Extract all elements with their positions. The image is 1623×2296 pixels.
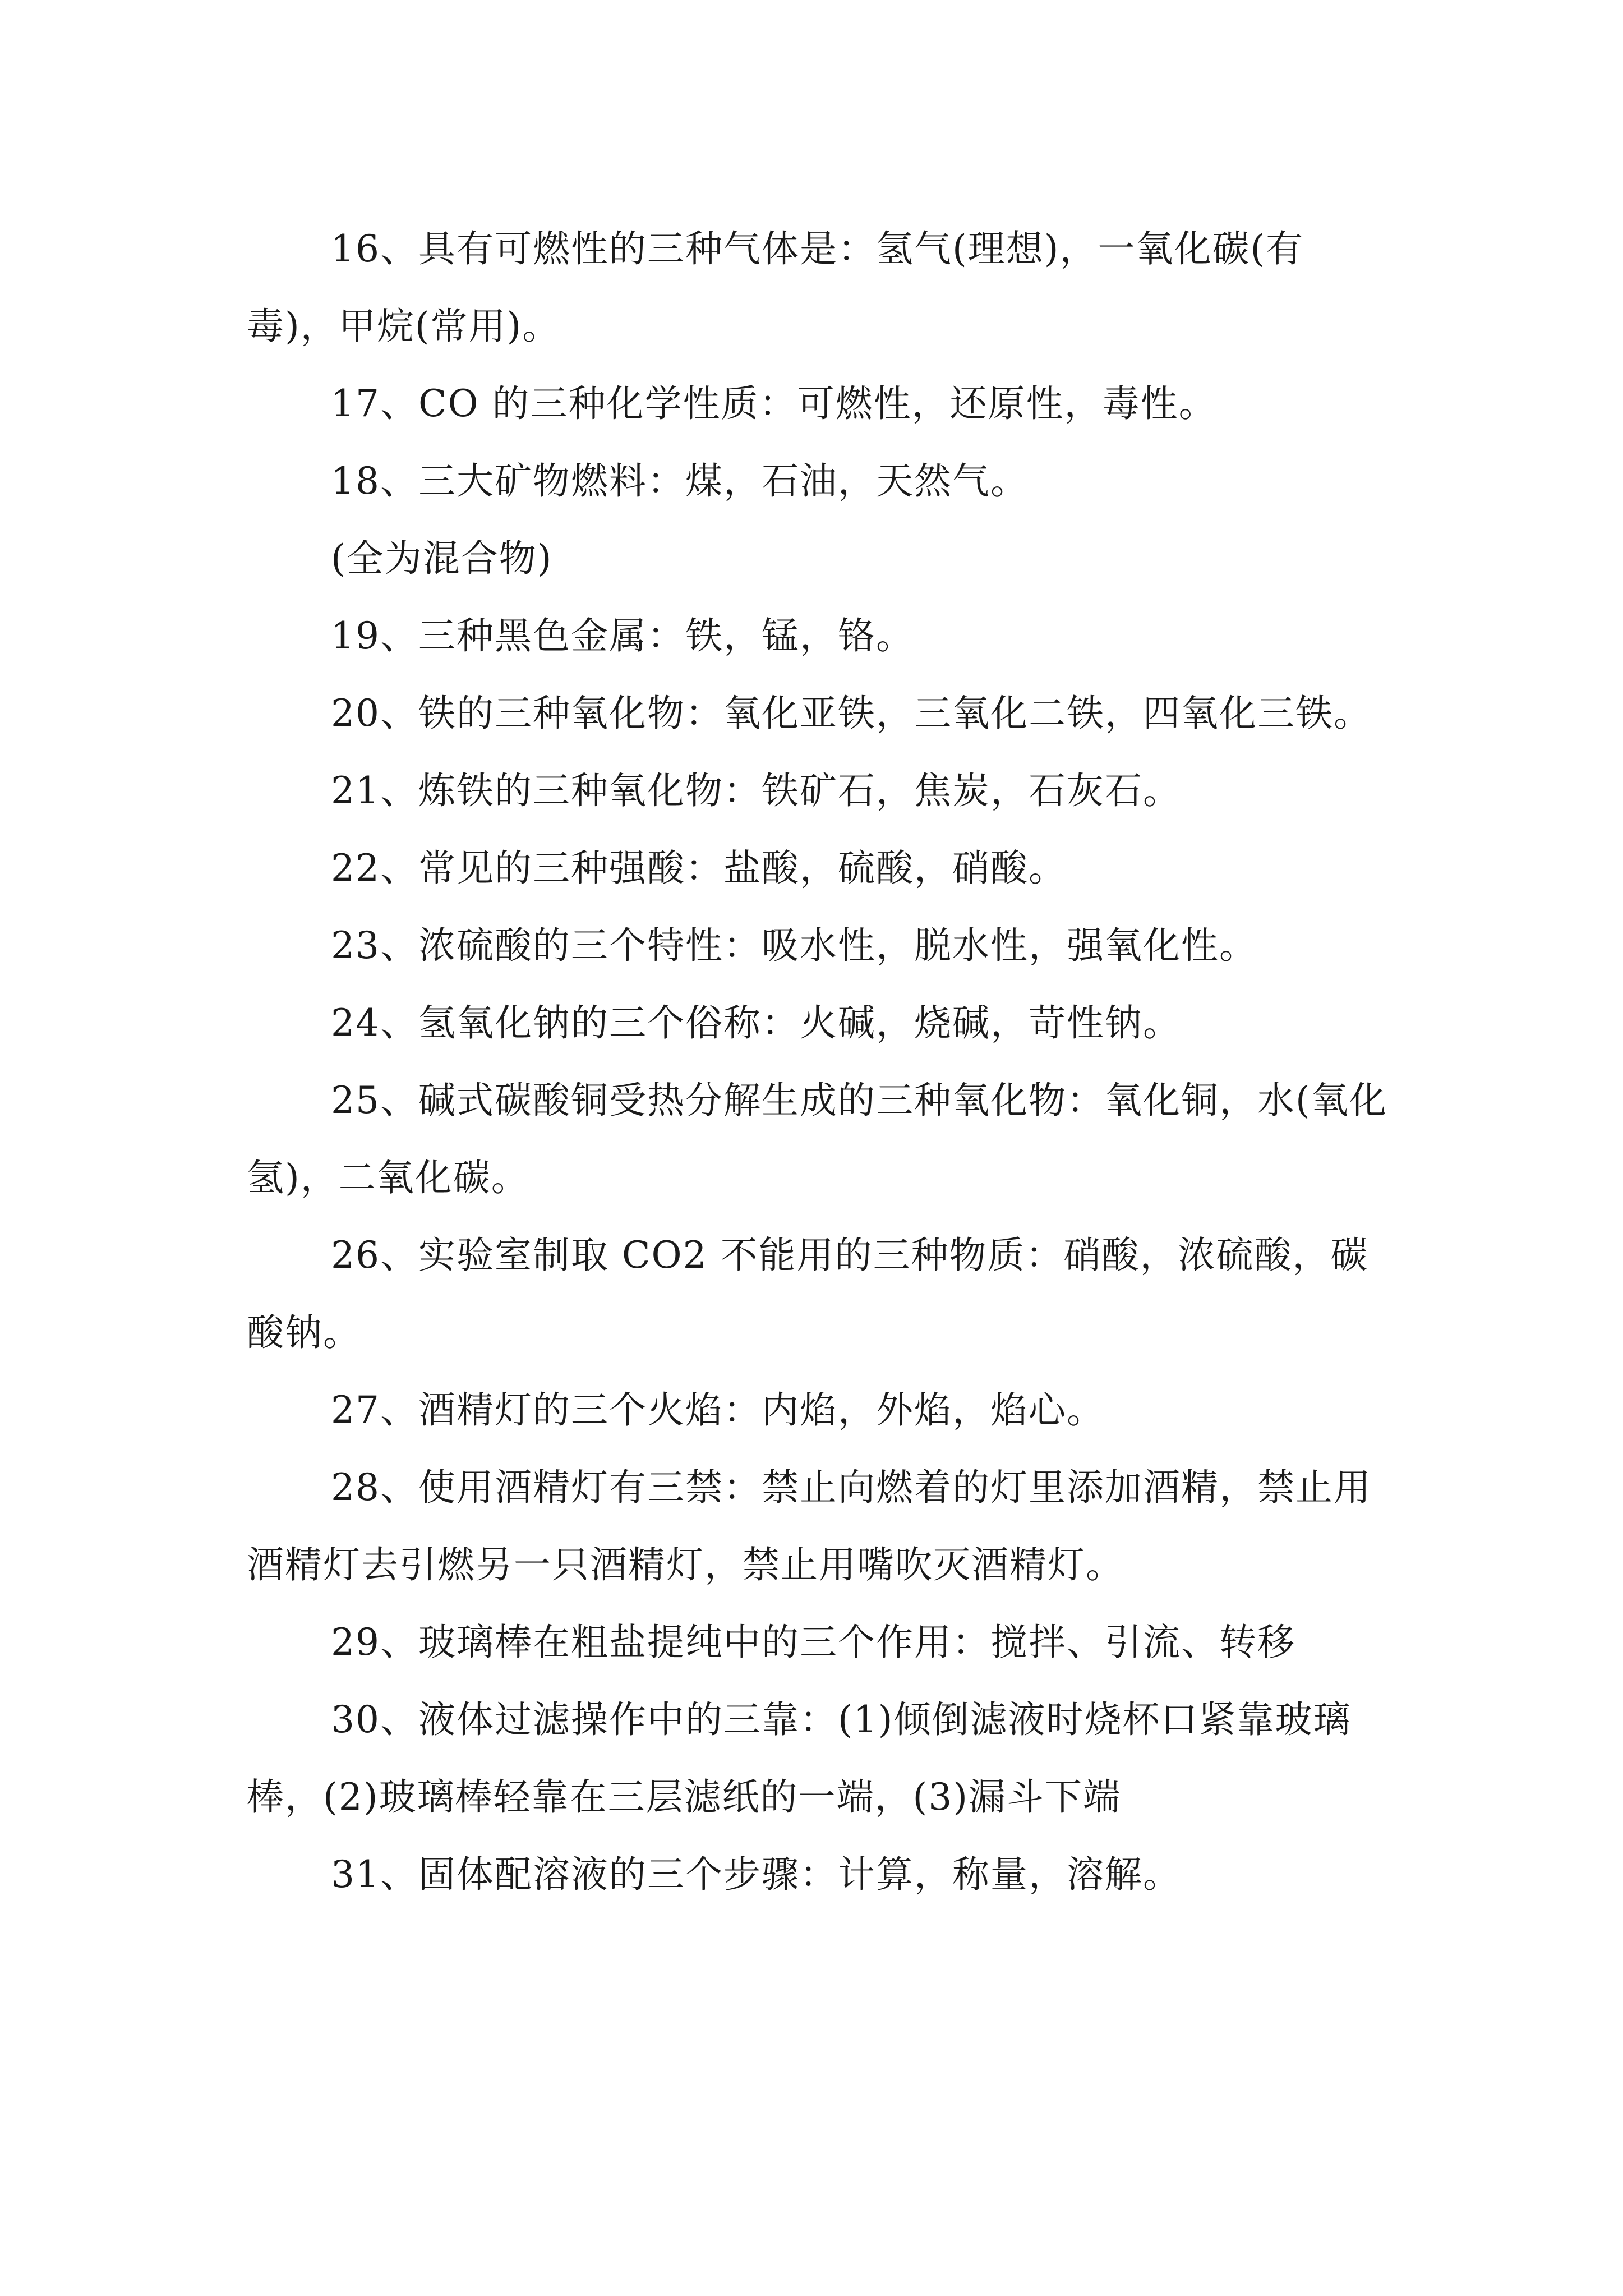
- paragraph-18: 18、三大矿物燃料：煤，石油，天然气。: [331, 459, 1029, 503]
- paragraph-24: 24、氢氧化钠的三个俗称：火碱，烧碱，苛性钠。: [331, 1001, 1181, 1045]
- paragraph-21: 21、炼铁的三种氧化物：铁矿石，焦炭，石灰石。: [331, 769, 1181, 812]
- paragraph-25: 25、碱式碳酸铜受热分解生成的三种氧化物：氧化铜，水(氧化氢)，二氧化碳。: [247, 1079, 1387, 1199]
- paragraph-20: 20、铁的三种氧化物：氧化亚铁，三氧化二铁，四氧化三铁。: [331, 692, 1372, 735]
- paragraph-17: 17、CO 的三种化学性质：可燃性，还原性，毒性。: [331, 382, 1217, 425]
- paragraph-23: 23、浓硫酸的三个特性：吸水性，脱水性，强氧化性。: [331, 924, 1257, 967]
- paragraph-26: 26、实验室制取 CO2 不能用的三种物质：硝酸，浓硫酸，碳酸钠。: [247, 1234, 1369, 1354]
- paragraph-19: 19、三种黑色金属：铁，锰，铬。: [331, 614, 914, 657]
- document-body: [247, 210, 1391, 1913]
- paragraph-18-note: (全为混合物): [331, 537, 553, 580]
- paragraph-31: 31、固体配溶液的三个步骤：计算，称量，溶解。: [331, 1853, 1181, 1896]
- paragraph-29: 29、玻璃棒在粗盐提纯中的三个作用：搅拌、引流、转移: [331, 1621, 1295, 1664]
- paragraph-30: 30、液体过滤操作中的三靠：(1)倾倒滤液时烧杯口紧靠玻璃棒，(2)玻璃棒轻靠在三层滤纸的一端，(3)漏斗下端: [247, 1698, 1352, 1819]
- paragraph-27: 27、酒精灯的三个火焰：内焰，外焰，焰心。: [331, 1388, 1105, 1432]
- paragraph-28: 28、使用酒精灯有三禁：禁止向燃着的灯里添加酒精，禁止用酒精灯去引燃另一只酒精灯，禁止用嘴吹灭酒精灯。: [247, 1466, 1372, 1586]
- paragraph-16: 16、具有可燃性的三种气体是：氢气(理想)，一氧化碳(有毒)，甲烷(常用)。: [247, 227, 1304, 348]
- paragraph-22: 22、常见的三种强酸：盐酸，硫酸，硝酸。: [331, 846, 1067, 890]
